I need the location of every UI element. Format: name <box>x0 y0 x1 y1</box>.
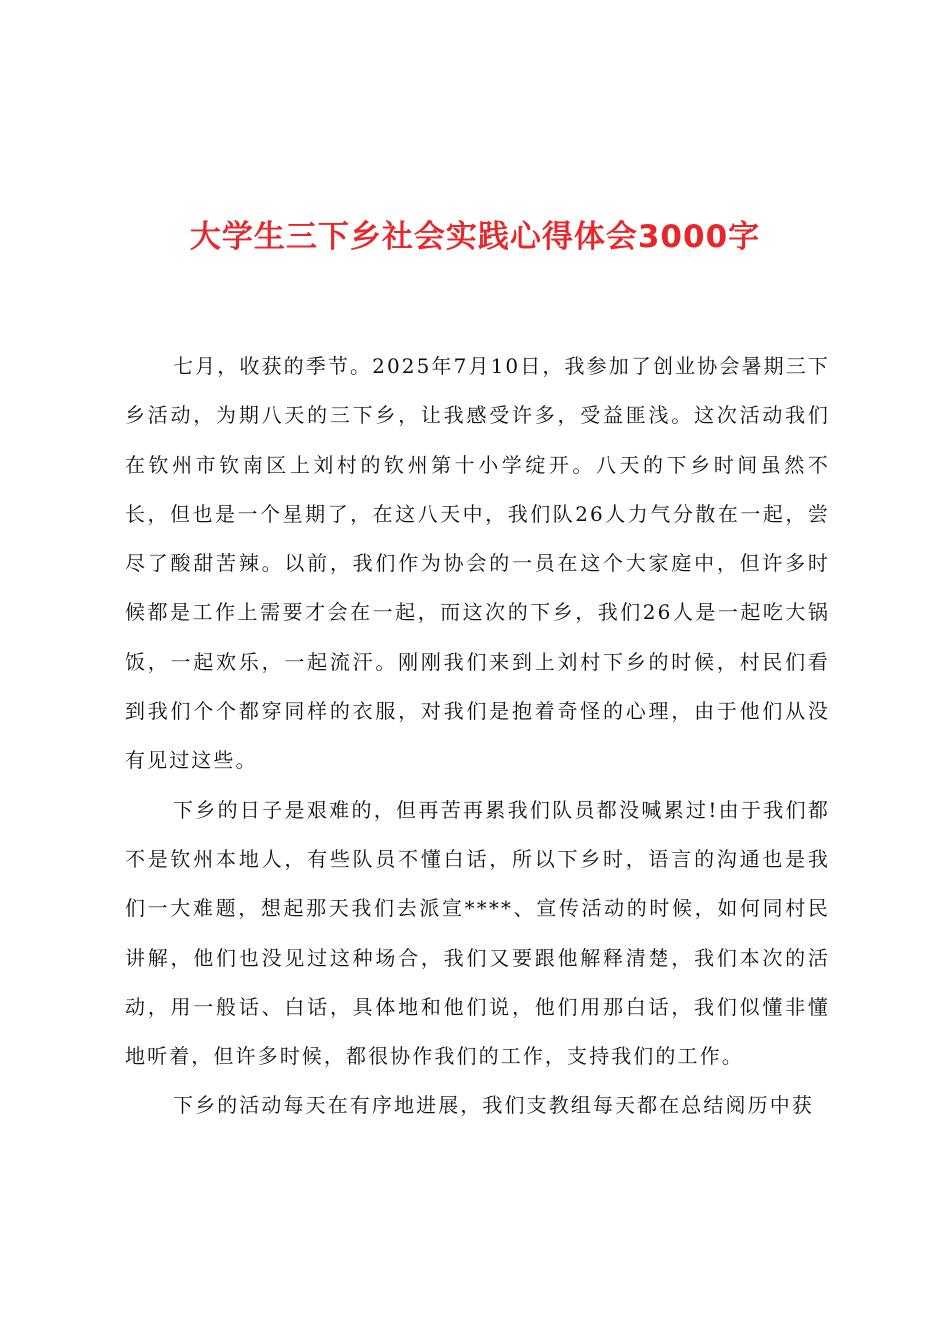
document-body <box>125 342 830 1131</box>
paragraph-1: 七月，收获的季节。2025年7月10日，我参加了创业协会暑期三下乡活动，为期八天的三下乡，让我感受许多，受益匪浅。这次活动我们在钦州市钦南区上刘村的钦州第十小学绽开。八天的下乡时间虽然不长，但也是一个星期了，在这八天中，我们队26人力气分散在一起，尝尽了酸甜苦辣。以前，我们作为协会的一员在这个大家庭中，但许多时候都是工作上需要才会在一起，而这次的下乡，我们26人是一起吃大锅饭，一起欢乐，一起流汗。刚刚我们来到上刘村下乡的时候，村民们看到我们个个都穿同样的衣服，对我们是抱着奇怪的心理，由于他们从没有见过这些。 <box>125 354 830 773</box>
paragraph-3: 下乡的活动每天在有序地进展，我们支教组每天都在总结阅历中获 <box>173 1093 814 1118</box>
document-title: 大学生三下乡社会实践心得体会3000字 <box>189 219 761 255</box>
paragraph-2: 下乡的日子是艰难的，但再苦再累我们队员都没喊累过!由于我们都不是钦州本地人，有些队员不懂白话，所以下乡时，语言的沟通也是我们一大难题，想起那天我们去派宣****、宣传活动的时候，如何同村民讲解，他们也没见过这种场合，我们又要跟他解释清楚，我们本次的活动，用一般话、白话，具体地和他们说，他们用那白话，我们似懂非懂地听着，但许多时候，都很协作我们的工作，支持我们的工作。 <box>125 797 830 1069</box>
